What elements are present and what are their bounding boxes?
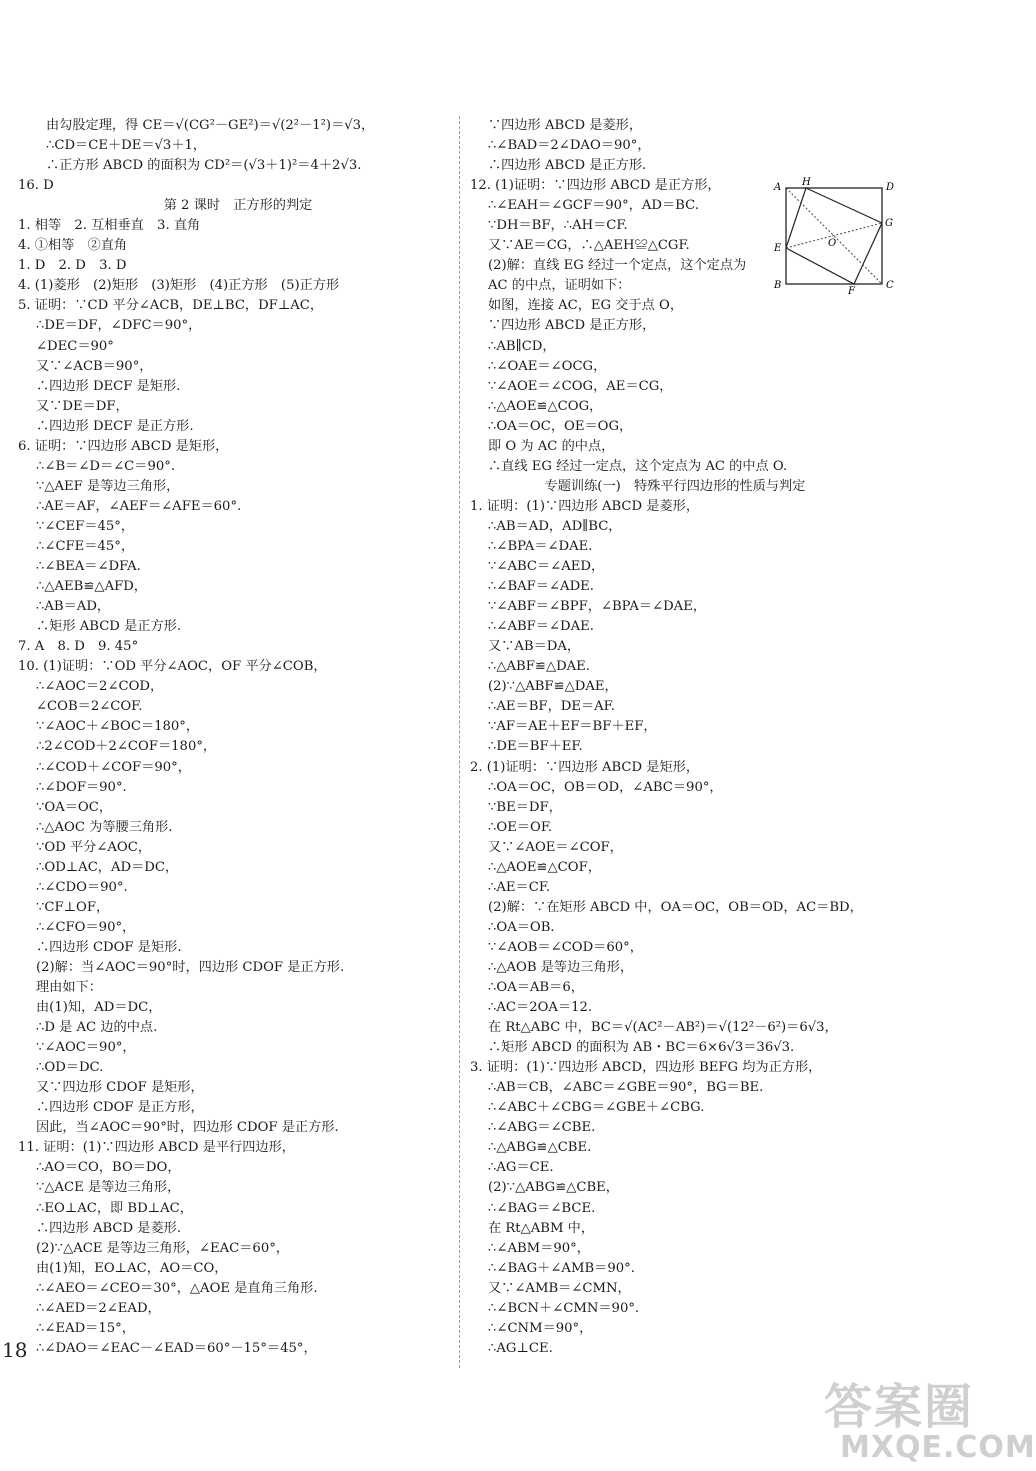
left-line: ∴△AOC 为等腰三角形. <box>36 819 173 835</box>
left-line: ∴∠CDO＝90°. <box>36 879 128 895</box>
right-line: ∵四边形 ABCD 是菱形， <box>488 118 643 133</box>
left-line: 1. D 2. D 3. D <box>18 258 127 274</box>
right-line: ∵∠ABF＝∠BPF，∠BPA＝∠DAE， <box>488 599 707 615</box>
left-line: ∵CF⊥OF， <box>36 899 110 915</box>
left-line: ∴OD＝DC. <box>36 1060 104 1076</box>
right-line: ∴∠BPA＝∠DAE. <box>488 538 593 554</box>
right-line: ∴∠ABF＝∠DAE. <box>488 619 594 635</box>
left-line: ∴DE＝DF，∠DFC＝90°， <box>36 318 202 334</box>
left-column <box>18 116 458 1359</box>
left-line: ∵OA＝OC， <box>36 799 113 815</box>
label-O: O <box>828 238 837 249</box>
right-line: ∵BE＝DF， <box>488 799 562 815</box>
left-line: ∴∠DOF＝90°. <box>36 779 127 795</box>
left-line: ∴EO⊥AC，即 BD⊥AC， <box>36 1200 193 1216</box>
right-line: 又∵AE＝CG，∴△AEH≌△CGF. <box>488 238 690 254</box>
column-divider <box>459 116 460 1368</box>
left-line: ∴△AEB≌△AFD， <box>36 579 147 595</box>
right-column <box>470 116 940 1359</box>
left-line: ∴∠CFO＝90°， <box>36 919 136 935</box>
label-F: F <box>848 286 855 297</box>
right-line: ∴∠ABC＋∠CBG＝∠GBE＋∠CBG. <box>488 1100 705 1116</box>
right-line: ∴∠BAG＝∠BCE. <box>488 1200 596 1216</box>
label-A: A <box>774 182 782 193</box>
left-line: 理由如下： <box>36 980 102 996</box>
right-line: ∵∠AOB＝∠COD＝60°， <box>488 939 643 955</box>
right-line: ∴OE＝OF. <box>488 819 553 835</box>
right-line: 1. 证明：(1)∵四边形 ABCD 是菱形， <box>470 498 700 514</box>
right-line: ∴∠EAH＝∠GCF＝90°，AD＝BC. <box>488 198 699 214</box>
left-line: 由勾股定理，得 CE＝√(CG²－GE²)＝√(2²－1²)＝√3， <box>46 118 375 133</box>
left-line: ∴∠AED＝2∠EAD， <box>36 1300 161 1316</box>
left-line: ∵∠AOC＋∠BOC＝180°， <box>36 719 200 735</box>
right-line: 3. 证明：(1)∵四边形 ABCD，四边形 BEFG 均为正方形， <box>470 1060 822 1076</box>
left-line: ∠COB＝2∠COF. <box>36 699 143 715</box>
left-line: (2)解：当∠AOC＝90°时，四边形 CDOF 是正方形. <box>36 959 345 975</box>
left-line: ∴矩形 ABCD 是正方形. <box>36 619 182 635</box>
right-line: (2)∵△ABF≌△DAE， <box>488 679 618 695</box>
left-line: 因此，当∠AOC＝90°时，四边形 CDOF 是正方形. <box>36 1120 339 1136</box>
left-line: ∴四边形 CDOF 是矩形. <box>36 939 182 955</box>
left-line: ∴∠COD＋∠COF＝90°， <box>36 759 191 775</box>
left-line: ∵△ACE 是等边三角形， <box>36 1180 181 1196</box>
left-line: 1. 相等 2. 互相垂直 3. 直角 <box>18 218 201 234</box>
right-line: ∴△AOE≌△COG， <box>488 398 603 414</box>
right-line: ∵∠ABC＝∠AED， <box>488 559 605 575</box>
left-line: ∴∠AOC＝2∠COD， <box>36 679 164 695</box>
left-line: 4. (1)菱形 (2)矩形 (3)矩形 (4)正方形 (5)正方形 <box>18 278 340 294</box>
right-line: ∴DE＝BF＋EF. <box>488 739 583 755</box>
right-line: ∴∠OAE＝∠OCG， <box>488 358 607 374</box>
left-line: 7. A 8. D 9. 45° <box>18 639 139 655</box>
left-line: ∴AO＝CO，BO＝DO， <box>36 1160 181 1176</box>
right-line: ∴∠ABG＝∠CBE. <box>488 1120 596 1136</box>
right-line: (2)解：∵在矩形 ABCD 中，OA＝OC，OB＝OD，AC＝BD， <box>488 899 863 915</box>
left-line: ∴∠AEO＝∠CEO＝30°，△AOE 是直角三角形. <box>36 1280 318 1296</box>
left-line: ∵△AEF 是等边三角形， <box>36 478 180 494</box>
label-G: G <box>885 218 893 229</box>
left-line: ∴四边形 ABCD 是菱形. <box>36 1220 182 1236</box>
right-line: ∴∠BAD＝2∠DAO＝90°， <box>488 138 651 154</box>
right-line: 即 O 为 AC 的中点， <box>488 438 615 454</box>
right-line: ∴直线 EG 经过一定点，这个定点为 AC 的中点 O. <box>488 458 788 474</box>
right-line: 在 Rt△ABC 中，BC＝√(AC²－AB²)＝√(12²－6²)＝6√3， <box>488 1020 838 1036</box>
right-line: ∴OA＝OB. <box>488 919 555 935</box>
left-line: 又∵四边形 CDOF 是矩形， <box>36 1080 204 1096</box>
left-line: 5. 证明：∵CD 平分∠ACB，DE⊥BC，DF⊥AC， <box>18 298 324 314</box>
left-line: 11. 证明：(1)∵四边形 ABCD 是平行四边形， <box>18 1140 295 1156</box>
right-line: (2)∵△ABG≌△CBE， <box>488 1180 619 1196</box>
right-line: 2. (1)证明：∵四边形 ABCD 是矩形， <box>470 759 700 775</box>
right-line: ∴四边形 ABCD 是正方形. <box>488 158 647 174</box>
right-line: ∵DH＝BF，∴AH＝CF. <box>488 218 628 234</box>
right-line: ∴AB＝AD，AD∥BC， <box>488 518 622 534</box>
label-E: E <box>774 243 782 254</box>
watermark-text: 答案圈 <box>824 1379 975 1435</box>
left-line: 又∵∠ACB＝90°， <box>36 358 153 374</box>
right-line: ∴OA＝OC，OB＝OD，∠ABC＝90°， <box>488 779 723 795</box>
left-line: ∴∠CFE＝45°， <box>36 538 135 554</box>
right-line: 12. (1)证明：∵四边形 ABCD 是正方形， <box>470 178 721 194</box>
square-figure <box>772 177 898 297</box>
left-line: ∵OD 平分∠AOC， <box>36 839 152 855</box>
right-line: ∴∠BCN＋∠CMN＝90°. <box>488 1300 640 1316</box>
label-C: C <box>886 280 894 291</box>
right-line: ∴AB∥CD， <box>488 338 556 354</box>
right-line: ∴AB＝CB，∠ABC＝∠GBE＝90°，BG＝BE. <box>488 1080 764 1096</box>
left-line: 4. ①相等 ②直角 <box>18 238 128 254</box>
right-line: ∴AC＝2OA＝12. <box>488 1000 593 1016</box>
left-line: ∴∠B＝∠D＝∠C＝90°. <box>36 458 176 474</box>
right-line: AC 的中点，证明如下： <box>488 278 631 294</box>
left-line: ∵∠CEF＝45°， <box>36 518 135 534</box>
right-line: ∴AE＝CF. <box>488 879 551 895</box>
left-line: ∴D 是 AC 边的中点. <box>36 1020 158 1036</box>
watermark-logo <box>818 1368 1036 1468</box>
right-line: ∴∠CNM＝90°， <box>488 1320 593 1336</box>
right-line: ∴△ABG≌△CBE. <box>488 1140 592 1156</box>
right-line: ∴OA＝OC，OE＝OG， <box>488 418 633 434</box>
left-line: 又∵DE＝DF， <box>36 398 129 414</box>
right-line: ∴∠BAF＝∠ADE. <box>488 579 594 595</box>
right-line: ∴∠BAG＋∠AMB＝90°. <box>488 1260 635 1276</box>
left-line: 6. 证明：∵四边形 ABCD 是矩形， <box>18 438 229 454</box>
watermark-url: MXQE.COM <box>840 1430 1036 1465</box>
label-H: H <box>802 177 811 188</box>
left-line: ∴CD＝CE＋DE＝√3＋1， <box>46 138 207 154</box>
right-line: ∵四边形 ABCD 是正方形， <box>488 318 656 334</box>
right-line: ∵∠AOE＝∠COG，AE＝CG， <box>488 378 673 394</box>
right-line: ∴AE＝BF，DE＝AF. <box>488 699 615 715</box>
right-line: ∴△ABF≌△DAE. <box>488 659 591 675</box>
left-line: 第 2 课时 正方形的判定 <box>163 198 313 214</box>
right-line: (2)解：直线 EG 经过一个定点，这个定点为 <box>488 258 747 274</box>
left-line: ∴∠BEA＝∠DFA. <box>36 559 141 575</box>
right-line: ∴△AOE≌△COF， <box>488 859 601 875</box>
right-line: 又∵∠AOE＝∠COF， <box>488 839 623 855</box>
left-line: 16. D <box>18 178 54 194</box>
left-line: ∴AE＝AF，∠AEF＝∠AFE＝60°. <box>36 498 242 514</box>
right-line: 又∵∠AMB＝∠CMN， <box>488 1280 631 1296</box>
left-line: ∴2∠COD＋2∠COF＝180°， <box>36 739 217 755</box>
right-line: ∴AG⊥CE. <box>488 1340 553 1356</box>
right-line: 在 Rt△ABM 中， <box>488 1220 595 1236</box>
right-line: 又∵AB＝DA， <box>488 639 581 655</box>
page-number: 18 <box>2 1338 28 1362</box>
left-line: ∴四边形 DECF 是矩形. <box>36 378 181 394</box>
right-line: ∴矩形 ABCD 的面积为 AB・BC＝6×6√3＝36√3. <box>488 1040 795 1056</box>
right-line: ∵AF＝AE＋EF＝BF＋EF， <box>488 719 657 735</box>
right-line: 如图，连接 AC，EG 交于点 O， <box>488 298 684 314</box>
label-D: D <box>886 182 895 193</box>
left-line: ∠DEC＝90° <box>36 338 114 354</box>
left-line: ∴∠EAD＝15°， <box>36 1320 135 1336</box>
right-line: ∴AG＝CE. <box>488 1160 554 1176</box>
left-line: ∴∠DAO＝∠EAC－∠EAD＝60°－15°＝45°， <box>36 1340 317 1356</box>
left-line: ∵∠AOC＝90°， <box>36 1040 136 1056</box>
label-B: B <box>774 280 782 291</box>
left-line: (2)∵△ACE 是等边三角形，∠EAC＝60°， <box>36 1240 289 1256</box>
left-line: 10. (1)证明：∵OD 平分∠AOC，OF 平分∠COB， <box>18 659 327 675</box>
right-line: ∴△AOB 是等边三角形， <box>488 959 634 975</box>
left-line: ∴四边形 CDOF 是正方形， <box>36 1100 204 1116</box>
right-line: 专题训练(一) 特殊平行四边形的性质与判定 <box>544 478 806 494</box>
left-line: 由(1)知，AD＝DC， <box>36 1000 162 1016</box>
left-line: ∴AB＝AD， <box>36 599 111 615</box>
left-line: ∴OD⊥AC，AD＝DC， <box>36 859 179 875</box>
right-line: ∴∠ABM＝90°， <box>488 1240 590 1256</box>
left-line: 由(1)知，EO⊥AC，AO＝CO， <box>36 1260 228 1276</box>
left-line: ∴正方形 ABCD 的面积为 CD²＝(√3＋1)²＝4＋2√3. <box>46 158 362 174</box>
left-line: ∴四边形 DECF 是正方形. <box>36 418 194 434</box>
right-line: ∴OA＝AB＝6， <box>488 980 584 996</box>
